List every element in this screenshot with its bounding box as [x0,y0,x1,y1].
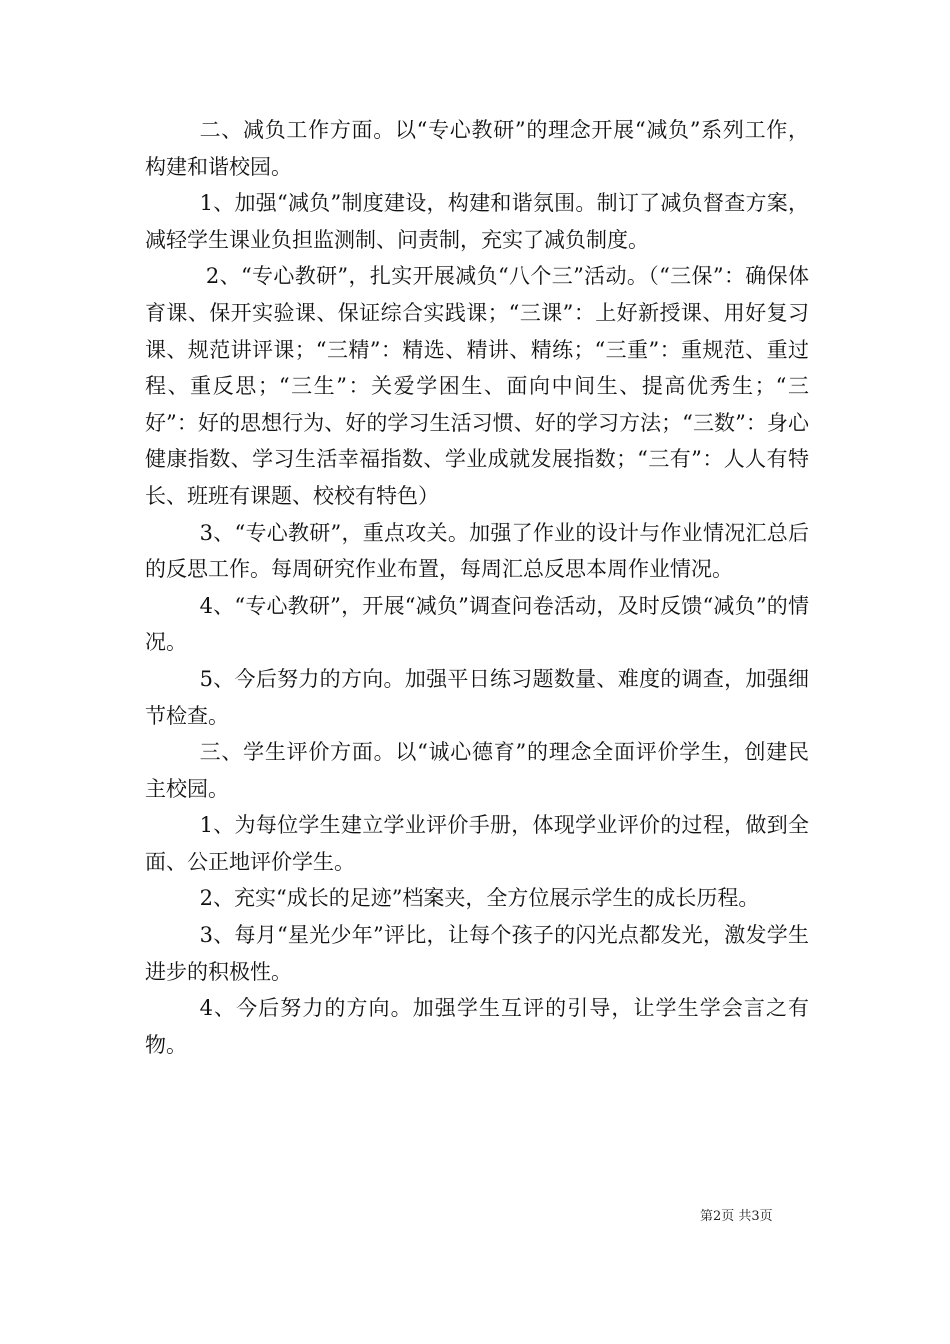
paragraph-item: 5、今后努力的方向。加强平日练习题数量、难度的调查，加强细节检查。 [145,666,809,728]
paragraph-item: 2、“专心教研”，扎实开展减负“八个三”活动。（“三保”：确保体育课、保开实验课、保证综合实践课；“三课”：上好新授课、用好复习课、规范讲评课；“三精”：精选、精讲、精练；“三重”：重规范、重过程、重反思；“三生”：关爱学困生、面向中间生、提高优秀生；“三好”：好的思想行为、好的学习生活习惯、好的学习方法；“三数”：身心健康指数、学习生活幸福指数、学业成就发展指数；“三有”：人人有特长、班班有课题、校校有特色） [145,264,809,508]
document-body [145,112,809,1063]
paragraph-section-two-heading: 二、减负工作方面。以“专心教研”的理念开展“减负”系列工作，构建和谐校园。 [145,118,809,179]
page-number-footer: 第2页 共3页 [700,1209,773,1224]
paragraph-item: 3、“专心教研”，重点攻关。加强了作业的设计与作业情况汇总后的反思工作。每周研究作业布置，每周汇总反思本周作业情况。 [145,520,809,582]
paragraph-item: 3、每月“星光少年”评比，让每个孩子的闪光点都发光，激发学生进步的积极性。 [145,923,809,984]
paragraph-item: 1、加强“减负”制度建设，构建和谐氛围。制订了减负督查方案，减轻学生课业负担监测制、问责制，充实了减负制度。 [145,191,809,252]
paragraph-item: 4、“专心教研”，开展“减负”调查问卷活动，及时反馈“减负”的情况。 [145,593,809,655]
paragraph-item: 2、充实“成长的足迹”档案夹，全方位展示学生的成长历程。 [199,886,760,911]
paragraph-item: 4、今后努力的方向。加强学生互评的引导，让学生学会言之有物。 [145,996,809,1057]
paragraph-section-three-heading: 三、学生评价方面。以“诚心德育”的理念全面评价学生，创建民主校园。 [145,740,809,801]
paragraph-item: 1、为每位学生建立学业评价手册，体现学业评价的过程，做到全面、公正地评价学生。 [145,813,809,874]
